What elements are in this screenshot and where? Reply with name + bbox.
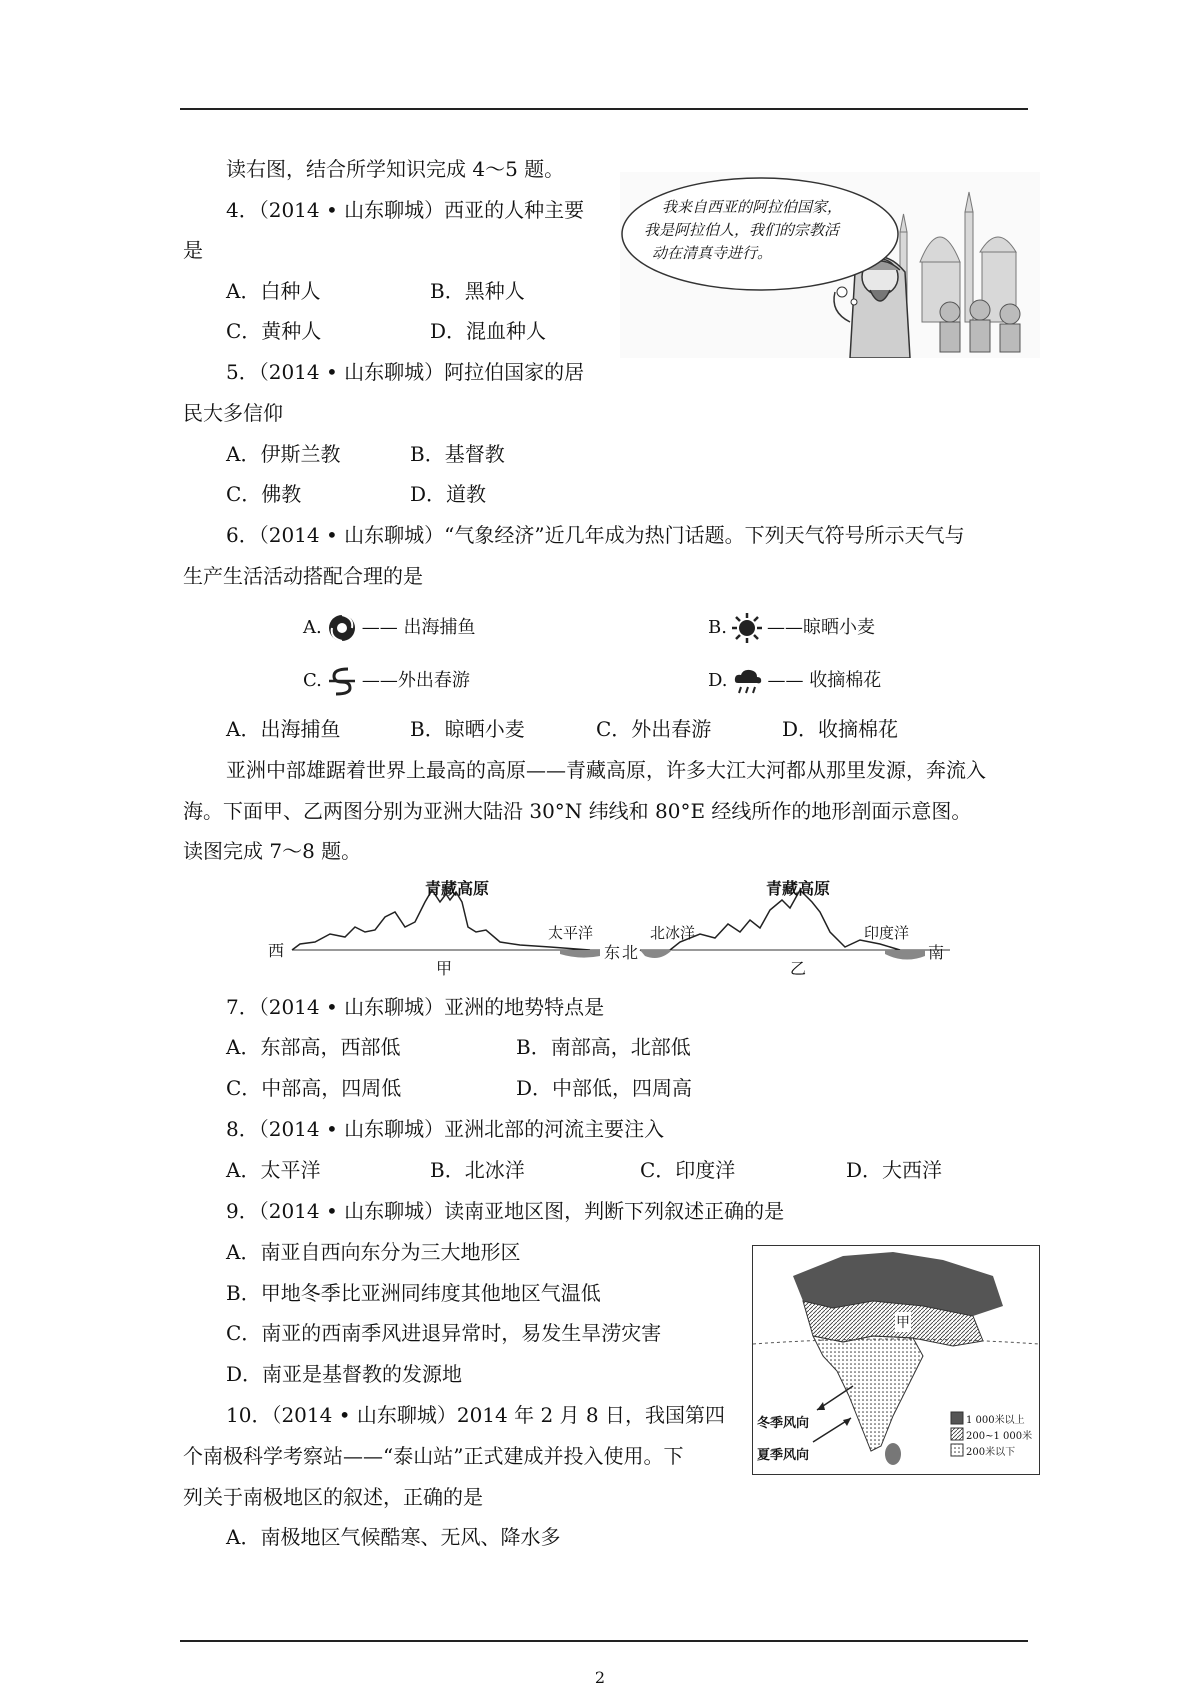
q6-figure-d-text: —— 收摘棉花 (767, 670, 882, 691)
q9-stem: 9．（2014 • 山东聊城）读南亚地区图，判断下列叙述正确的是 (226, 1199, 785, 1223)
profile-jia-ocean-fill (560, 950, 600, 958)
q5-stem-line2: 民大多信仰 (183, 401, 283, 425)
intro-7-8-line3: 读图完成 7～8 题。 (183, 839, 362, 863)
profile-yi-south: 南 (928, 943, 945, 962)
sun-icon (731, 612, 763, 644)
legend-swatch-low (951, 1444, 963, 1456)
q6-option-c: C．外出春游 (596, 717, 712, 741)
q5-option-b: B．基督教 (410, 442, 505, 466)
profile-yi-north: 北 (622, 943, 639, 962)
header-rule (180, 108, 1028, 110)
q10-stem-line3: 列关于南极地区的叙述，正确的是 (183, 1485, 483, 1509)
profile-jia-name: 甲 (436, 959, 453, 978)
intro-7-8-line1: 亚洲中部雄踞着世界上最高的高原——青藏高原，许多大江大河都从那里发源，奔流入 (226, 758, 986, 782)
q8-option-a: A．太平洋 (226, 1158, 321, 1182)
q10-stem-line2: 个南极科学考察站——“泰山站”正式建成并投入使用。下 (183, 1444, 684, 1468)
q7-option-a: A．东部高，西部低 (226, 1035, 401, 1059)
q6-figure-a (303, 612, 475, 644)
q10-stem-line1: 10．（2014 • 山东聊城）2014 年 2 月 8 日，我国第四 (226, 1403, 725, 1427)
q8-option-c: C．印度洋 (640, 1158, 736, 1182)
q6-figure-d-letter: D. (708, 670, 728, 691)
speech-line-2: 我是阿拉伯人，我们的宗教活 (644, 221, 840, 239)
profile-jia-west: 西 (268, 941, 285, 960)
speech-line-1: 我来自西亚的阿拉伯国家， (662, 198, 843, 216)
typhoon-icon (326, 612, 358, 644)
q7-option-d: D．中部低，四周高 (516, 1076, 693, 1100)
q6-figure-a-letter: A. (303, 617, 322, 638)
q7-option-b: B．南部高，北部低 (516, 1035, 691, 1059)
q4-stem-line1: 4．（2014 • 山东聊城）西亚的人种主要 (226, 198, 585, 222)
q6-stem-line2: 生产生活活动搭配合理的是 (183, 564, 423, 588)
q6-option-d: D．收摘棉花 (782, 717, 899, 741)
profile-jia-peak: 青藏高原 (425, 879, 490, 898)
arab-cartoon-figure (620, 172, 1040, 358)
q8-option-d: D．大西洋 (846, 1158, 943, 1182)
terrain-profile-figure (260, 872, 950, 980)
footer-rule (180, 1640, 1028, 1642)
q6-figure-a-text: —— 出海捕鱼 (361, 617, 476, 638)
q9-option-b: B．甲地冬季比亚洲同纬度其他地区气温低 (226, 1281, 601, 1305)
q4-option-d: D．混血种人 (430, 319, 547, 343)
profile-yi-name: 乙 (790, 959, 807, 978)
rain-cloud-icon (732, 665, 764, 697)
q6-figure-b (708, 612, 875, 644)
q7-stem: 7．（2014 • 山东聊城）亚洲的地势特点是 (226, 995, 605, 1019)
q8-option-b: B．北冰洋 (430, 1158, 525, 1182)
q5-option-c: C．佛教 (226, 482, 302, 506)
q10-option-a: A．南极地区气候酷寒、无风、降水多 (226, 1525, 561, 1549)
map-legend-high: 1 000米以上 (966, 1415, 1025, 1426)
q9-option-a: A．南亚自西向东分为三大地形区 (226, 1240, 521, 1264)
terrain-profiles (260, 872, 950, 980)
q5-option-a: A．伊斯兰教 (226, 442, 341, 466)
map-winter-wind-label: 冬季风向 (757, 1416, 810, 1431)
q6-option-b: B．晾晒小麦 (410, 717, 525, 741)
q6-figure-c-text: ——外出春游 (361, 670, 470, 691)
profile-jia-terrain (292, 890, 590, 950)
map-peninsula (813, 1336, 923, 1451)
q6-figure-b-text: ——晾晒小麦 (766, 617, 875, 638)
q6-figure-b-letter: B. (708, 617, 727, 638)
map-legend-mid: 200~1 000米 (966, 1431, 1033, 1442)
q9-option-c: C．南亚的西南季风进退异常时，易发生旱涝灾害 (226, 1321, 662, 1345)
map-marker-jia: 甲 (895, 1312, 911, 1332)
map-legend-low: 200米以下 (966, 1447, 1016, 1458)
q6-option-a: A．出海捕鱼 (226, 717, 341, 741)
profile-yi-ocean-s: 印度洋 (864, 924, 910, 942)
legend-swatch-high (951, 1412, 963, 1424)
profile-yi-ocean-n: 北冰洋 (650, 924, 696, 942)
intro-4-5: 读右图，结合所学知识完成 4～5 题。 (226, 157, 565, 181)
q5-stem-line1: 5．（2014 • 山东聊城）阿拉伯国家的居 (226, 360, 585, 384)
q4-option-c: C．黄种人 (226, 319, 322, 343)
q7-option-c: C．中部高，四周低 (226, 1076, 402, 1100)
profile-jia-east: 东 (604, 943, 621, 962)
profile-yi-south-ocean-fill (885, 950, 925, 960)
map-sri-lanka (885, 1443, 901, 1465)
sandstorm-icon (326, 665, 358, 697)
q8-stem: 8．（2014 • 山东聊城）亚洲北部的河流主要注入 (226, 1117, 665, 1141)
page-number: 2 (594, 1668, 606, 1687)
q6-stem-line1: 6．（2014 • 山东聊城）“气象经济”近几年成为热门话题。下列天气符号所示天气与 (226, 523, 965, 547)
profile-yi-peak: 青藏高原 (766, 879, 831, 898)
south-asia-map (752, 1245, 1040, 1475)
q6-figure-c-letter: C. (303, 670, 322, 691)
legend-swatch-mid (951, 1428, 963, 1440)
profile-yi-north-ocean-fill (640, 950, 672, 958)
q5-option-d: D．道教 (410, 482, 487, 506)
q4-stem-line2: 是 (183, 238, 203, 262)
intro-7-8-line2: 海。下面甲、乙两图分别为亚洲大陆沿 30°N 纬线和 80°E 经线所作的地形剖面示意图。 (183, 799, 972, 823)
map-summer-wind-label: 夏季风向 (757, 1448, 810, 1463)
q6-figure-d (708, 665, 881, 697)
q9-option-d: D．南亚是基督教的发源地 (226, 1362, 463, 1386)
q6-figure-c (303, 665, 470, 697)
profile-jia-ocean: 太平洋 (548, 924, 594, 942)
q4-option-b: B．黑种人 (430, 279, 525, 303)
q4-option-a: A．白种人 (226, 279, 321, 303)
speech-line-3: 动在清真寺进行。 (652, 244, 773, 262)
